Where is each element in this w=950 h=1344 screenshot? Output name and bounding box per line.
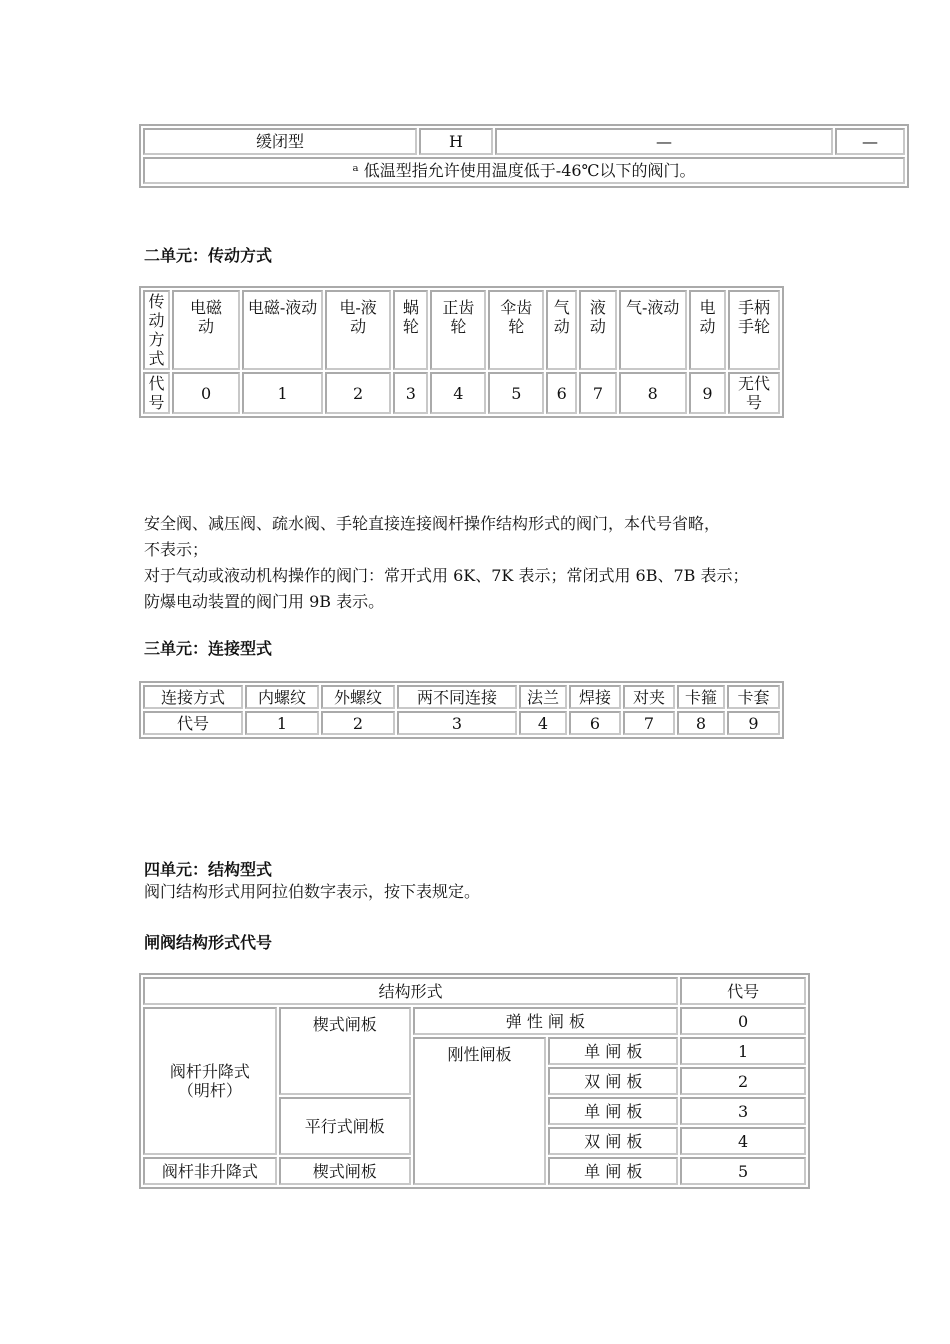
stem-rising-cell (143, 1007, 277, 1155)
note-line: 不表示； (144, 540, 209, 559)
gate-valve-structure-table (139, 973, 810, 1189)
cell-dash-1: — (495, 128, 833, 155)
drive-code-6: 6 (546, 372, 577, 414)
drive-col-7: 液动 (579, 290, 616, 370)
conn-col-7: 卡套 (727, 685, 780, 709)
wedge-gate-cell-2: 楔式闸板 (279, 1157, 411, 1185)
section2-title: 二单元：传动方式 (144, 246, 273, 265)
cell-dash-2: — (835, 128, 905, 155)
drive-col-8: 气-液动 (619, 290, 687, 370)
drive-code-1: 1 (242, 372, 323, 414)
conn-code-5: 7 (623, 711, 675, 735)
single-gate-2: 单 闸 板 (548, 1097, 678, 1125)
section4-title: 四单元：结构型式 (144, 860, 273, 879)
gate-valve-table-title: 闸阀结构形式代号 (144, 933, 273, 952)
drive-col-0: 电磁动 (172, 290, 240, 370)
drive-code-9: 9 (689, 372, 726, 414)
double-gate-2: 双 闸 板 (548, 1127, 678, 1155)
conn-col-0: 内螺纹 (245, 685, 319, 709)
drive-col-1: 电磁-液动 (242, 290, 323, 370)
conn-col-1: 外螺纹 (321, 685, 395, 709)
drive-col-2: 电-液动 (325, 290, 391, 370)
drive-col-4: 正齿轮 (430, 290, 486, 370)
drive-code-7: 7 (579, 372, 616, 414)
low-temp-note: ᵃ 低温型指允许使用温度低于-46℃以下的阀门。 (143, 157, 905, 184)
cell-slow-close-code: H (419, 128, 493, 155)
wedge-gate-cell: 楔式闸板 (279, 1007, 411, 1095)
code-0: 0 (680, 1007, 806, 1035)
section4-desc: 阀门结构形式用阿拉伯数字表示，按下表规定。 (144, 882, 481, 901)
conn-code-0: 1 (245, 711, 319, 735)
header-code: 代号 (680, 977, 806, 1005)
drive-header-label: 传动方式 (143, 290, 170, 370)
conn-code-1: 2 (321, 711, 395, 735)
code-3: 3 (680, 1097, 806, 1125)
drive-code-4: 4 (430, 372, 486, 414)
drive-mode-table (139, 286, 784, 418)
conn-code-7: 9 (727, 711, 780, 735)
drive-col-5: 伞齿轮 (488, 290, 544, 370)
drive-code-0: 0 (172, 372, 240, 414)
stem-nonrising-cell: 阀杆非升降式 (143, 1157, 277, 1185)
drive-code-label: 代号 (143, 372, 170, 414)
code-2: 2 (680, 1067, 806, 1095)
conn-col-6: 卡箍 (677, 685, 725, 709)
valve-type-table-continuation (139, 124, 909, 188)
note-line: 对于气动或液动机构操作的阀门：常开式用 6K、7K 表示；常闭式用 6B、7B 表示； (144, 566, 749, 585)
connection-type-table (139, 681, 784, 739)
code-5: 5 (680, 1157, 806, 1185)
conn-code-2: 3 (397, 711, 517, 735)
stem-rising-sub: （明杆） (177, 1081, 242, 1100)
note-line: 防爆电动装置的阀门用 9B 表示。 (144, 592, 385, 611)
single-gate-1: 单 闸 板 (548, 1037, 678, 1065)
conn-code-4: 6 (569, 711, 621, 735)
drive-code-10: 无代号 (728, 372, 780, 414)
conn-col-4: 焊接 (569, 685, 621, 709)
note-line: 安全阀、减压阀、疏水阀、手轮直接连接阀杆操作结构形式的阀门，本代号省略， (144, 514, 721, 533)
drive-mode-notes (144, 511, 824, 615)
drive-code-8: 8 (619, 372, 687, 414)
stem-rising-label: 阀杆升降式 (169, 1062, 250, 1081)
section3-title: 三单元：连接型式 (144, 639, 273, 658)
conn-col-3: 法兰 (519, 685, 567, 709)
drive-code-2: 2 (325, 372, 391, 414)
drive-col-9: 电动 (689, 290, 726, 370)
drive-col-3: 蜗轮 (393, 290, 428, 370)
drive-code-3: 3 (393, 372, 428, 414)
conn-header-label: 连接方式 (143, 685, 243, 709)
drive-col-10: 手柄手轮 (728, 290, 780, 370)
conn-code-6: 8 (677, 711, 725, 735)
header-structure-form: 结构形式 (143, 977, 678, 1005)
parallel-gate-cell: 平行式闸板 (279, 1097, 411, 1155)
rigid-gate-cell: 刚性闸板 (413, 1037, 547, 1185)
conn-col-5: 对夹 (623, 685, 675, 709)
elastic-gate-cell: 弹 性 闸 板 (413, 1007, 679, 1035)
drive-col-6: 气动 (546, 290, 577, 370)
conn-code-3: 4 (519, 711, 567, 735)
conn-code-label: 代号 (143, 711, 243, 735)
code-4: 4 (680, 1127, 806, 1155)
conn-col-2: 两不同连接 (397, 685, 517, 709)
cell-slow-close: 缓闭型 (143, 128, 417, 155)
double-gate-1: 双 闸 板 (548, 1067, 678, 1095)
drive-code-5: 5 (488, 372, 544, 414)
single-gate-3: 单 闸 板 (548, 1157, 678, 1185)
code-1: 1 (680, 1037, 806, 1065)
